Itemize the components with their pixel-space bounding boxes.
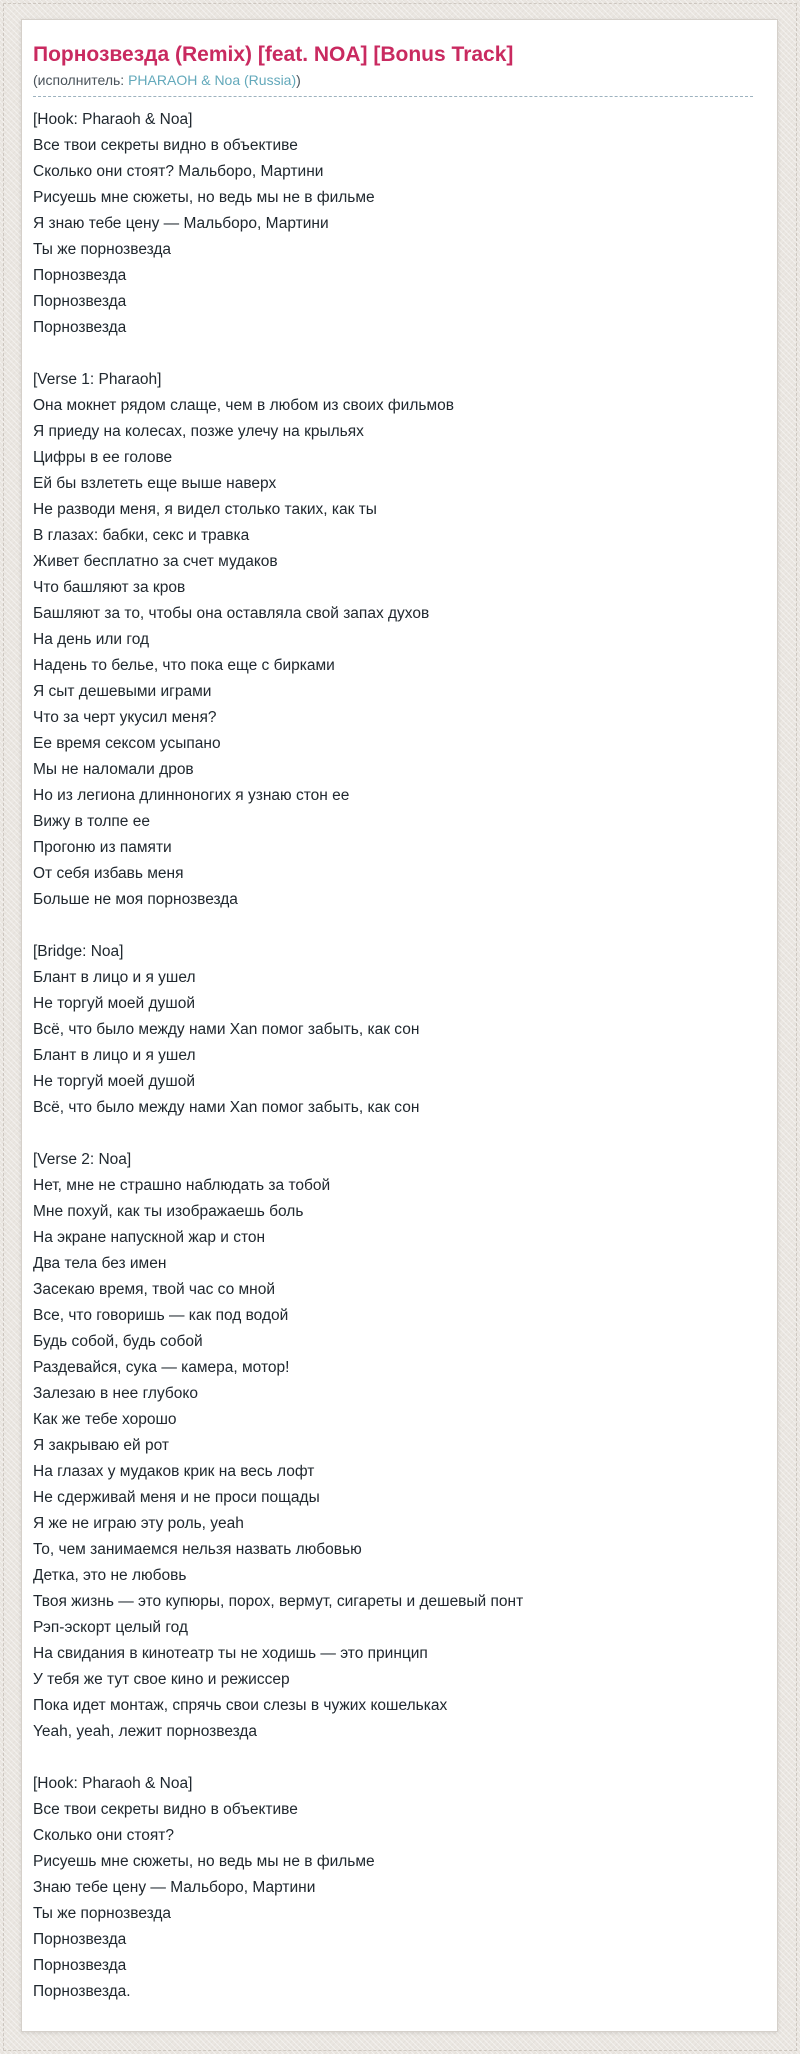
lyric-line: Ей бы взлететь еще выше наверх (33, 475, 277, 492)
lyric-line: Ты же порнозвезда (33, 241, 172, 258)
lyric-line: У тебя же тут свое кино и режиссер (33, 1671, 290, 1688)
lyric-line: Рисуешь мне сюжеты, но ведь мы не в фильме (33, 1853, 375, 1870)
lyric-line: Всё, что было между нами Xan помог забыть, как сон (33, 1099, 420, 1116)
lyrics-section (33, 367, 759, 913)
lyric-line: Что за черт укусил меня? (33, 709, 217, 726)
lyric-line: Прогоню из памяти (33, 839, 172, 856)
separator (33, 96, 753, 97)
lyric-line: Раздевайся, сука — камера, мотор! (33, 1359, 290, 1376)
lyric-line: Блант в лицо и я ушел (33, 969, 196, 986)
section-header: [Hook: Pharaoh & Noa] (33, 1775, 193, 1792)
artist-link[interactable]: PHARAOH & Noa (Russia) (128, 72, 297, 88)
lyric-line: На день или год (33, 631, 150, 648)
lyrics-section (33, 107, 759, 341)
artist-line (33, 71, 759, 96)
lyric-line: Все твои секреты видно в объективе (33, 137, 298, 154)
lyric-line: Я сыт дешевыми играми (33, 683, 212, 700)
lyric-line: Все, что говоришь — как под водой (33, 1307, 289, 1324)
song-title: Порнозвезда (Remix) [feat. NOA] [Bonus Track] (33, 43, 514, 66)
lyrics-section (33, 1771, 759, 2005)
lyric-line: Вижу в толпе ее (33, 813, 150, 830)
lyric-line: Все твои секреты видно в объективе (33, 1801, 298, 1818)
lyric-line: Порнозвезда (33, 1957, 127, 1974)
lyric-line: Сколько они стоят? (33, 1827, 174, 1844)
lyric-line: Ты же порнозвезда (33, 1905, 172, 1922)
lyric-line: Порнозвезда (33, 1931, 127, 1948)
lyric-line: Залезаю в нее глубоко (33, 1385, 198, 1402)
lyric-line: Ее время сексом усыпано (33, 735, 221, 752)
lyric-line: Не торгуй моей душой (33, 995, 196, 1012)
lyrics-text (33, 107, 759, 2005)
section-header: [Bridge: Noa] (33, 943, 124, 960)
lyric-line: Твоя жизнь — это купюры, порох, вермут, сигареты и дешевый понт (33, 1593, 524, 1610)
artist-label: (исполнитель: (33, 72, 129, 88)
lyrics-section (33, 1147, 759, 1745)
lyric-line: Как же тебе хорошо (33, 1411, 177, 1428)
lyric-line: Блант в лицо и я ушел (33, 1047, 196, 1064)
lyric-line: Я приеду на колесах, позже улечу на крыльях (33, 423, 364, 440)
lyric-line: Рисуешь мне сюжеты, но ведь мы не в фильме (33, 189, 375, 206)
lyric-line: Не разводи меня, я видел столько таких, как ты (33, 501, 377, 518)
lyric-line: То, чем занимаемся нельзя назвать любовью (33, 1541, 362, 1558)
lyric-line: На свидания в кинотеатр ты не ходишь — это принцип (33, 1645, 428, 1662)
lyric-line: Пока идет монтаж, спрячь свои слезы в чужих кошельках (33, 1697, 448, 1714)
lyric-line: Она мокнет рядом слаще, чем в любом из своих фильмов (33, 397, 454, 414)
lyric-line: Больше не моя порнозвезда (33, 891, 238, 908)
lyric-line: Порнозвезда (33, 293, 127, 310)
lyric-line: Рэп-эскорт целый год (33, 1619, 188, 1636)
lyric-line: На экране напускной жар и стон (33, 1229, 266, 1246)
section-header: [Verse 1: Pharaoh] (33, 371, 162, 388)
lyrics-section (33, 939, 759, 1121)
lyric-line: Цифры в ее голове (33, 449, 173, 466)
lyrics-card (21, 19, 778, 2032)
lyric-line: Я же не играю эту роль, yeah (33, 1515, 244, 1532)
lyric-line: Нет, мне не страшно наблюдать за тобой (33, 1177, 331, 1194)
lyric-line: Живет бесплатно за счет мудаков (33, 553, 278, 570)
lyric-line: Будь собой, будь собой (33, 1333, 203, 1350)
lyric-line: Сколько они стоят? Мальборо, Мартини (33, 163, 324, 180)
lyric-line: Я знаю тебе цену — Мальборо, Мартини (33, 215, 329, 232)
lyric-line: Башляют за то, чтобы она оставляла свой запах духов (33, 605, 430, 622)
lyric-line: В глазах: бабки, секс и травка (33, 527, 250, 544)
lyric-line: Не торгуй моей душой (33, 1073, 196, 1090)
section-header: [Hook: Pharaoh & Noa] (33, 111, 193, 128)
lyric-line: Не сдерживай меня и не проси пощады (33, 1489, 320, 1506)
lyric-line: Два тела без имен (33, 1255, 167, 1272)
lyric-line: Мы не наломали дров (33, 761, 194, 778)
section-header: [Verse 2: Noa] (33, 1151, 132, 1168)
lyric-line: Порнозвезда (33, 267, 127, 284)
lyric-line: Детка, это не любовь (33, 1567, 187, 1584)
lyric-line: От себя избавь меня (33, 865, 184, 882)
lyric-line: Yeah, yeah, лежит порнозвезда (33, 1723, 258, 1740)
lyric-line: Но из легиона длинноногих я узнаю стон ее (33, 787, 350, 804)
lyric-line: Надень то белье, что пока еще с бирками (33, 657, 335, 674)
lyric-line: Что башляют за кров (33, 579, 186, 596)
artist-close-paren: ) (296, 72, 301, 88)
lyric-line: Засекаю время, твой час со мной (33, 1281, 276, 1298)
lyric-line: Я закрываю ей рот (33, 1437, 169, 1454)
lyric-line: Мне похуй, как ты изображаешь боль (33, 1203, 304, 1220)
lyric-line: На глазах у мудаков крик на весь лофт (33, 1463, 315, 1480)
lyric-line: Всё, что было между нами Xan помог забыть, как сон (33, 1021, 420, 1038)
lyric-line: Порнозвезда. (33, 1983, 131, 2000)
lyric-line: Порнозвезда (33, 319, 127, 336)
lyric-line: Знаю тебе цену — Мальборо, Мартини (33, 1879, 316, 1896)
